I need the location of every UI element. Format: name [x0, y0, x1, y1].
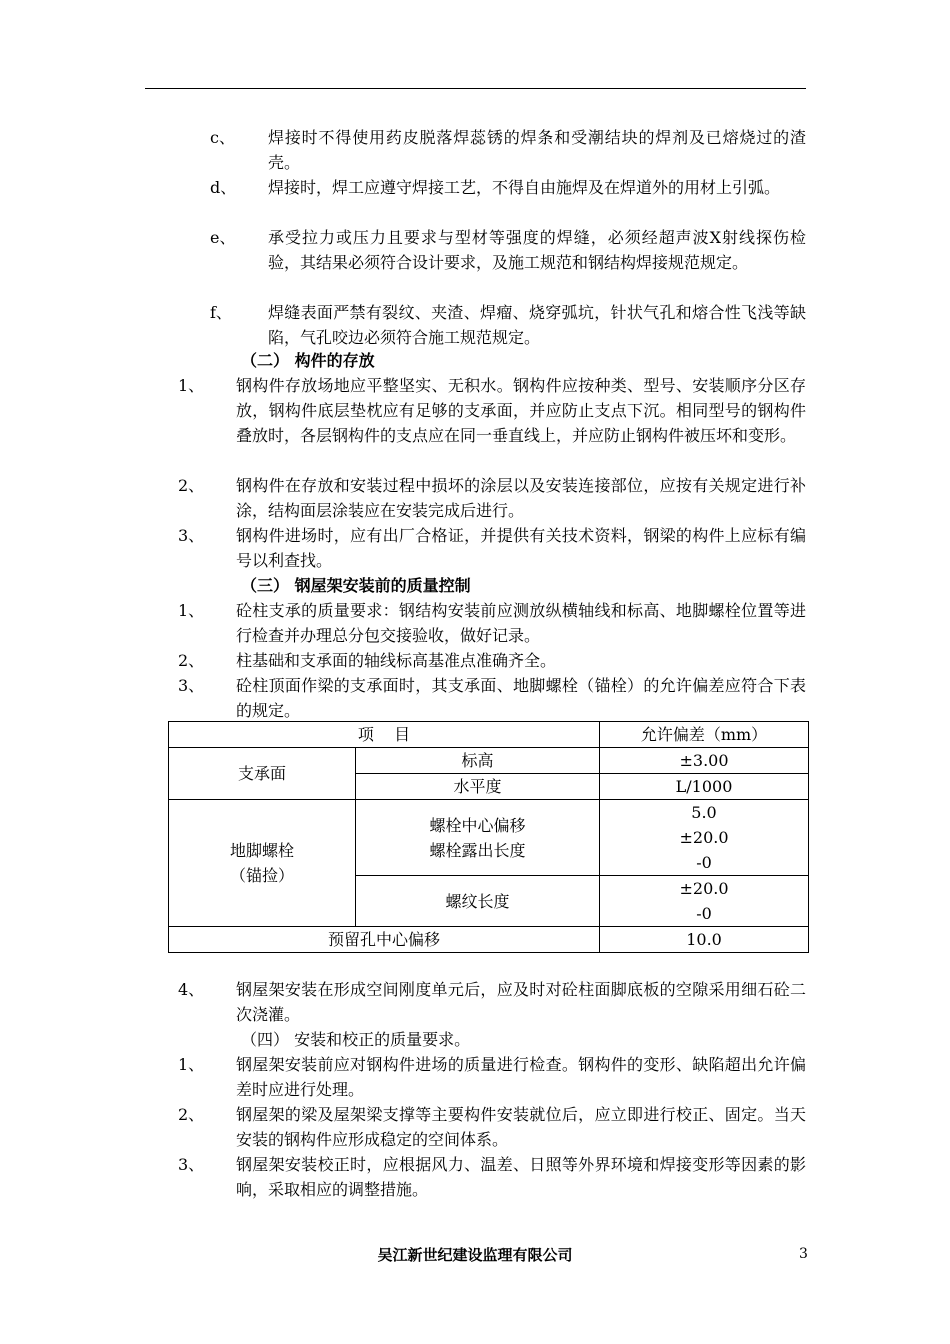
list-item-text: 承受拉力或压力且要求与型材等强度的焊缝，必须经超声波X射线探伤检验，其结果必须符合设计要求，及施工规范和钢结构焊接规范规定。: [268, 228, 806, 272]
list-item-text: 焊接时，焊工应遵守焊接工艺，不得自由施焊及在焊道外的用材上引弧。: [268, 178, 781, 197]
anchor-bolt-cell: [169, 800, 356, 927]
list-item-text: 钢屋架的梁及屋架梁支撑等主要构件安装就位后，应立即进行校正、固定。当天安装的钢构件应形成稳定的空间体系。: [236, 1105, 806, 1149]
table-row: [169, 748, 809, 774]
bolt-offset-cell: [356, 800, 600, 876]
bolt-offset-value: 5.0: [691, 803, 717, 822]
elevation-value: ±3.00: [600, 748, 809, 774]
list-marker: 3、: [178, 1155, 205, 1174]
support-label: 支承面: [169, 748, 356, 800]
bolt-offset-values: [600, 800, 809, 876]
list-item-text: 钢构件进场时，应有出厂合格证，并提供有关技术资料，钢梁的构件上应标有编号以利查找。: [236, 526, 806, 570]
tolerance-table: [168, 721, 809, 953]
thread-length-values: [600, 876, 809, 927]
section-heading: （四） 安装和校正的质量要求。: [241, 1030, 471, 1049]
page-number: 3: [799, 1246, 808, 1262]
list-item-text: 钢屋架安装校正时，应根据风力、温差、日照等外界环境和焊接变形等因素的影响，采取相应的调整措施。: [236, 1155, 806, 1199]
table-header-item: 项 目: [169, 722, 600, 748]
bolt-exposed-length-label: 螺栓露出长度: [429, 840, 526, 860]
list-item-text: 砼柱支承的质量要求：钢结构安装前应测放纵横轴线和标高、地脚螺栓位置等进行检查并办理总分包交接验收，做好记录。: [236, 601, 806, 645]
list-marker: 2、: [178, 651, 205, 670]
table-header-tolerance: 允许偏差（mm）: [600, 722, 809, 748]
list-marker: d、: [210, 178, 237, 197]
list-item-text: 钢构件在存放和安装过程中损坏的涂层以及安装连接部位，应按有关规定进行补涂，结构面层涂装应在安装完成后进行。: [236, 476, 806, 520]
list-marker: 4、: [178, 980, 205, 999]
list-marker: e、: [210, 228, 236, 247]
table-row: [169, 800, 809, 876]
table-row: [169, 927, 809, 953]
bolt-exposed-upper: ±20.0: [679, 828, 729, 847]
section-heading: （二） 构件的存放: [241, 351, 375, 370]
thread-length-lower: -0: [696, 904, 712, 923]
list-item-text: 焊缝表面严禁有裂纹、夹渣、焊瘤、烧穿弧坑，针状气孔和熔合性飞浅等缺陷，气孔咬边必须符合施工规范规定。: [268, 303, 806, 347]
level-label: 水平度: [356, 774, 600, 800]
thread-length-upper: ±20.0: [679, 879, 729, 898]
reserved-hole-value: 10.0: [600, 927, 809, 953]
list-marker: 1、: [178, 601, 205, 620]
list-item-text: 钢屋架安装前应对钢构件进场的质量进行检查。钢构件的变形、缺陷超出允许偏差时应进行处理。: [236, 1055, 806, 1099]
section-heading: （三） 钢屋架安装前的质量控制: [241, 576, 471, 595]
list-marker: 1、: [178, 1055, 205, 1074]
level-value: L/1000: [600, 774, 809, 800]
list-marker: 3、: [178, 526, 205, 545]
list-item-text: 砼柱顶面作梁的支承面时，其支承面、地脚螺栓（锚栓）的允许偏差应符合下表的规定。: [236, 676, 806, 720]
list-item-text: 柱基础和支承面的轴线标高基准点准确齐全。: [236, 651, 557, 670]
list-marker: f、: [210, 303, 232, 322]
list-marker: 2、: [178, 1105, 205, 1124]
list-marker: c、: [210, 128, 235, 147]
bolt-center-offset-label: 螺栓中心偏移: [429, 815, 526, 835]
list-item-text: 钢屋架安装在形成空间刚度单元后，应及时对砼柱面脚底板的空隙采用细石砼二次浇灌。: [236, 980, 806, 1024]
elevation-label: 标高: [356, 748, 600, 774]
list-marker: 1、: [178, 376, 205, 395]
list-item-text: 焊接时不得使用药皮脱落焊蕊锈的焊条和受潮结块的焊剂及已熔烧过的渣壳。: [268, 128, 806, 172]
reserved-hole-label: 预留孔中心偏移: [169, 927, 600, 953]
anchor-bolt-sublabel: （锚捡）: [229, 866, 294, 885]
footer-company: 吴江新世纪建设监理有限公司: [377, 1246, 573, 1264]
list-item-text: 钢构件存放场地应平整坚实、无积水。钢构件应按种类、型号、安装顺序分区存放，钢构件底层垫枕应有足够的支承面，并应防止支点下沉。相同型号的钢构件叠放时，各层钢构件的支点应在同一垂直线上，并应防止钢构件被压坏和变形。: [236, 376, 806, 445]
anchor-bolt-label: 地脚螺栓: [229, 841, 294, 860]
bolt-exposed-lower: -0: [696, 853, 712, 872]
list-marker: 3、: [178, 676, 205, 695]
header-rule: [145, 88, 806, 89]
thread-length-label: 螺纹长度: [356, 876, 600, 927]
list-marker: 2、: [178, 476, 205, 495]
table-row: [169, 722, 809, 748]
